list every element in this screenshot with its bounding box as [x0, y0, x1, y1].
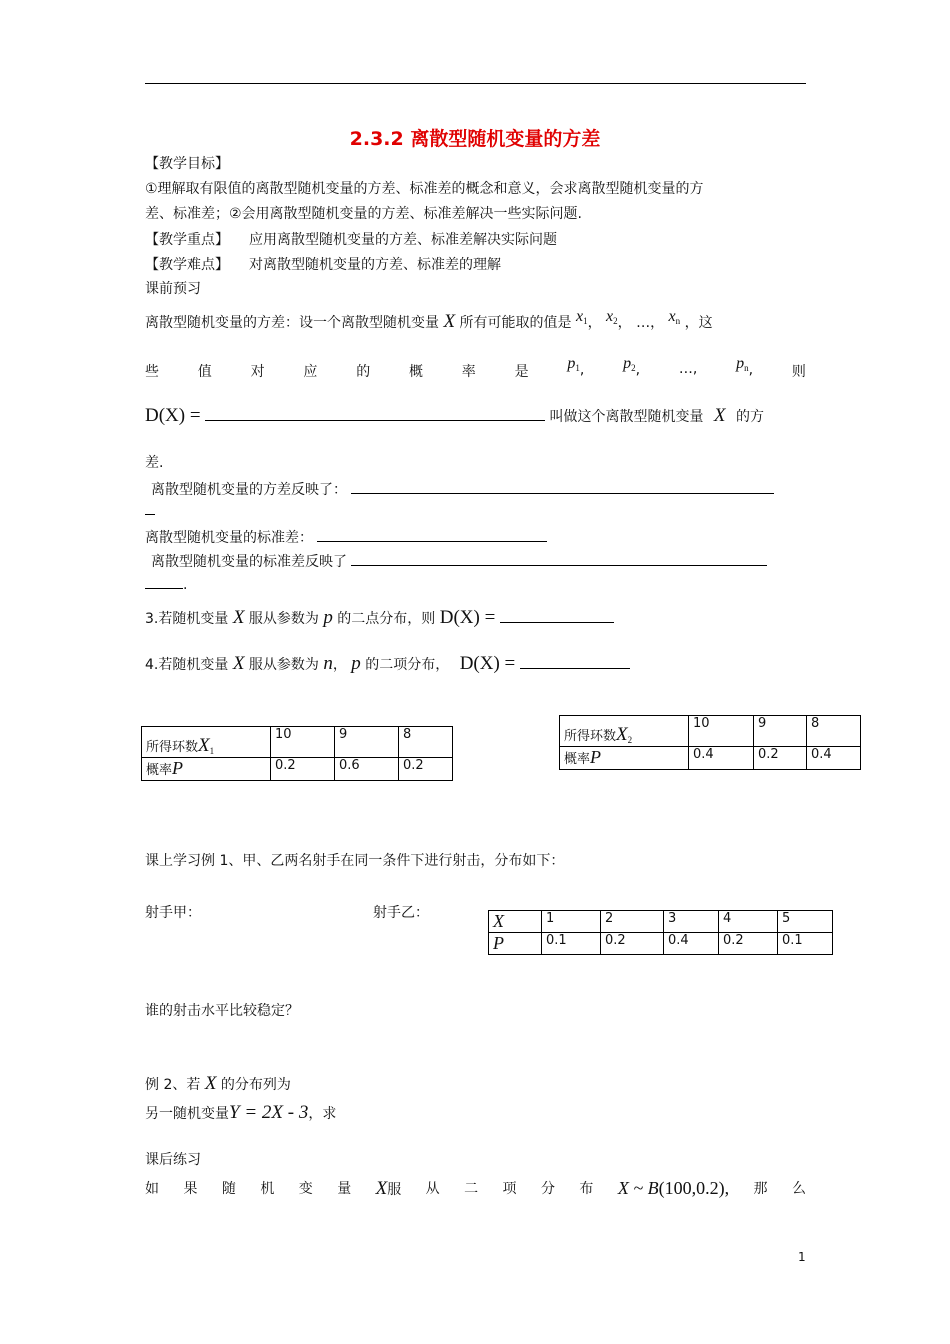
variance-blank[interactable]	[205, 406, 545, 421]
example-2: 例 2、若 X 的分布列为	[145, 1073, 291, 1094]
example-1: 课上学习例 1、甲、乙两名射手在同一条件下进行射击，分布如下：	[145, 853, 565, 869]
variance-reflects-blank-2[interactable]	[145, 500, 155, 515]
page-title: 2.3.2 离散型随机变量的方差	[349, 128, 601, 150]
variance-formula-line: D(X) = 叫做这个离散型随机变量 X 的方	[145, 405, 764, 426]
math-DX: D(X) =	[145, 405, 201, 426]
preview-heading: 课前预习	[145, 281, 201, 297]
item-4-blank[interactable]	[520, 654, 630, 669]
example-2-line-2: 另一随机变量Y = 2X - 3，求	[145, 1102, 337, 1123]
variance-reflects: 离散型随机变量的方差反映了：	[145, 479, 774, 499]
question-1: 谁的射击水平比较稳定？	[145, 1003, 299, 1019]
std-reflects: 离散型随机变量的标准差反映了	[145, 551, 767, 571]
item-3: 3.若随机变量 X 服从参数为 p 的二点分布，则 D(X) =	[145, 607, 614, 629]
key-points	[145, 229, 557, 249]
std-reflects-blank[interactable]	[351, 551, 767, 566]
exercise-line: 如 果 随 机 变 量 X服 从 二 项 分 布 X ~ B(100,0.2), 那 么	[145, 1178, 806, 1199]
difficulty-text: 对离散型随机变量的方差、标准差的理解	[249, 257, 501, 273]
table-x2: 所得环数$X_2$ 10 9 8 概率P 0.4 0.2 0.4	[559, 715, 861, 770]
objectives-heading: 【教学目标】	[145, 156, 229, 172]
exercise-heading: 课后练习	[145, 1152, 201, 1168]
objectives-line-1: ①理解取有限值的离散型随机变量的方差、标准差的概念和意义，会求离散型随机变量的方	[145, 181, 704, 197]
table-x1: 所得环数$X_1$ 10 9 8 概率P 0.2 0.6 0.2	[141, 726, 453, 781]
item-4: 4.若随机变量 X 服从参数为 n， p 的二项分布， D(X) =	[145, 653, 630, 675]
difficulty-label: 【教学难点】	[145, 257, 229, 273]
difficulty	[145, 254, 501, 274]
objectives-line-2: 差、标准差；②会用离散型随机变量的方差、标准差解决一些实际问题.	[145, 206, 582, 222]
shooter-a: 射手甲：	[145, 905, 201, 921]
top-rule	[145, 83, 806, 84]
math-X: X	[443, 311, 456, 332]
key-points-text: 应用离散型随机变量的方差、标准差解决实际问题	[249, 232, 557, 248]
key-points-label: 【教学重点】	[145, 232, 229, 248]
item-3-blank[interactable]	[500, 608, 614, 623]
std-blank[interactable]	[317, 527, 547, 542]
variance-definition-line-4: 差.	[145, 455, 164, 471]
std-reflects-blank-2[interactable]	[145, 574, 183, 589]
shooter-b: 射手乙：	[373, 905, 429, 921]
std-definition: 离散型随机变量的标准差：	[145, 527, 547, 547]
variance-reflects-blank[interactable]	[351, 479, 774, 494]
page-number: 1	[798, 1250, 806, 1264]
variance-definition-line-2: 些 值 对 应 的 概 率 是 $p_1$, $p_2$, …, $p_n$, 则	[145, 355, 806, 380]
variance-definition-line-1: 离散型随机变量的方差：设一个离散型随机变量 X 所有可能取的值是 $x_1$， $x_2$， …， $x_n$ ，这	[145, 308, 713, 332]
table-example: X 1 2 3 4 5 P 0.1 0.2 0.4 0.2 0.1	[488, 910, 833, 955]
